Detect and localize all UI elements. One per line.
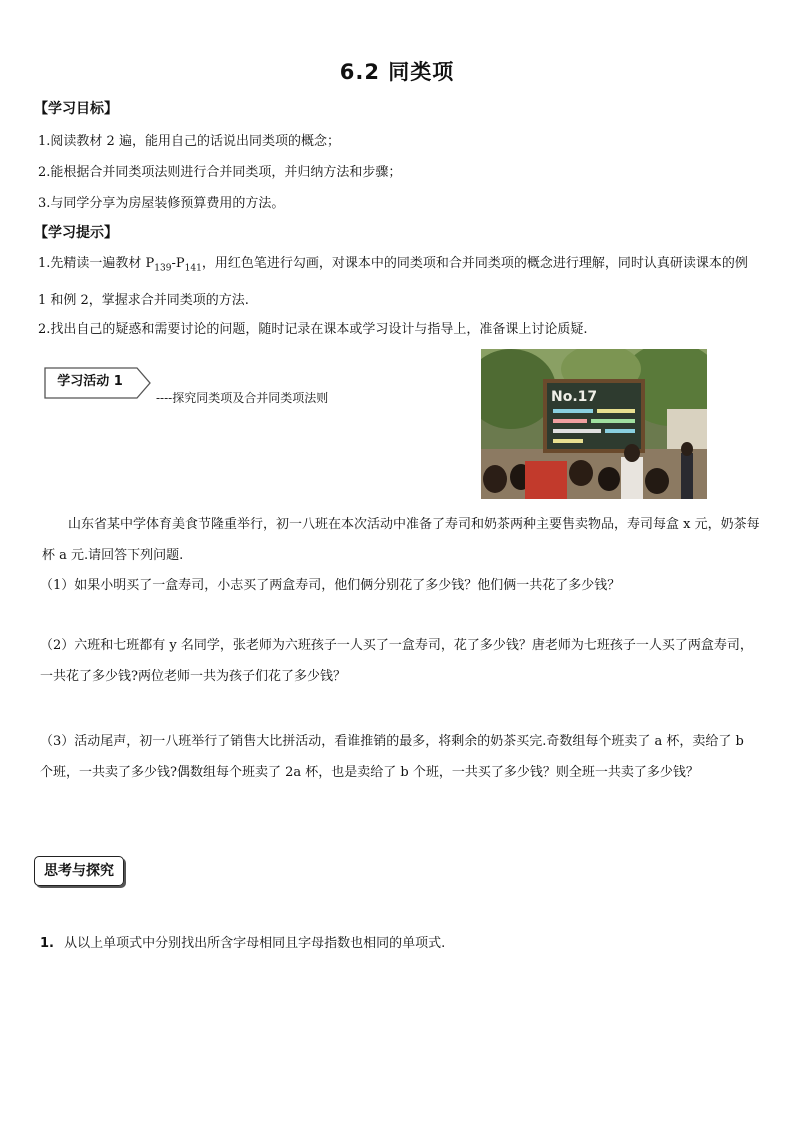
hints-heading: 【学习提示】 [34,225,118,241]
hint-item-2: 2.找出自己的疑惑和需要讨论的问题，随时记录在课本或学习设计与指导上，准备课上讨论质疑. [38,322,588,337]
hint-item-1 [38,248,750,316]
question-3: （3）活动尾声，初一八班举行了销售大比拼活动，看谁推销的最多，将剩余的奶茶买完.奇数组每个班卖了 a 杯，卖给了 b 个班，一共卖了多少钱?偶数组每个班卖了 2a 杯，也是卖给了 b 个班，一共买了多少钱？则全班一共卖了多少钱？ [40,734,744,780]
activity-box [44,367,138,397]
page-subscript: 139 [154,263,172,274]
objective-item: 2.能根据合并同类项法则进行合并同类项，并归纳方法和步骤； [38,165,402,180]
objective-item: 3.与同学分享为房屋装修预算费用的方法。 [38,196,285,211]
objective-item: 1.阅读教材 2 遍，能用自己的话说出同类项的概念； [38,134,340,149]
board-text: No.17 [551,389,598,405]
page-title: 6.2 同类项 [339,60,455,84]
hint-text: -P [171,256,185,271]
question-2: （2）六班和七班都有 y 名同学，张老师为六班孩子一人买了一盒寿司，花了多少钱？唐老师为七班孩子一人买了两盒寿司，一共花了多少钱?两位老师一共为孩子们花了多少钱？ [40,638,753,684]
activity-subtitle: ----探究同类项及合并同类项法则 [156,391,329,405]
think-explore-box: 思考与探究 [34,856,124,886]
page-subscript: 141 [184,263,202,274]
activity-photo [481,349,707,499]
think-question-number: 1. [40,936,54,951]
hint-text: ，用红色笔进行勾画，对课本中的同类项和合并同类项的概念进行理解，同时认真研读课本的例 1 和例 2，掌握求合并同类项的方法. [38,256,748,308]
objectives-heading: 【学习目标】 [34,101,118,117]
think-question-text: 从以上单项式中分别找出所含字母相同且字母指数也相同的单项式. [64,936,446,951]
think-question-1 [40,932,445,951]
scenario-text: 山东省某中学体育美食节隆重举行，初一八班在本次活动中准备了寿司和奶茶两种主要售卖物品，寿司每盒 x 元，奶茶每杯 a 元.请回答下列问题. [42,517,760,563]
hint-text: 1.先精读一遍教材 P [38,256,155,271]
question-1: （1）如果小明买了一盒寿司，小志买了两盒寿司，他们俩分别花了多少钱？他们俩一共花了多少钱？ [40,578,621,593]
activity-label: 学习活动 1 [57,374,123,389]
